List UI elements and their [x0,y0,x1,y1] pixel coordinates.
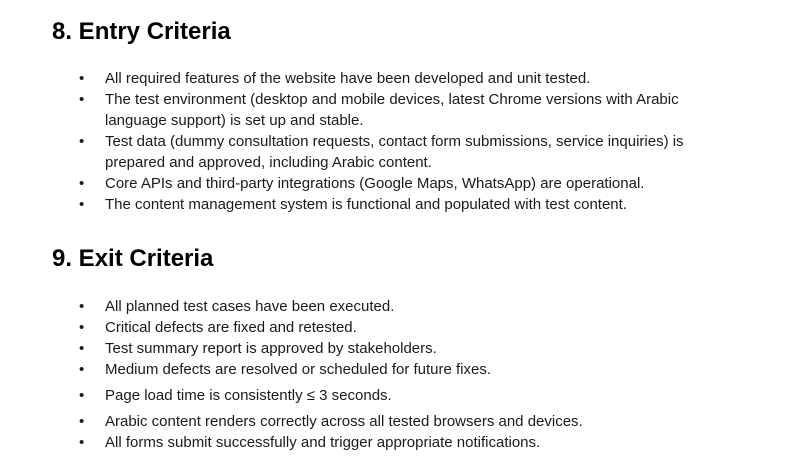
bullet-icon: • [79,319,85,336]
bullet-icon: • [79,387,85,404]
list-item [0,68,800,89]
list-item-text: All forms submit successfully and trigger appropriate notifications. [105,434,541,451]
bullet-icon: • [79,70,85,87]
bullet-icon: • [79,413,85,430]
list-item [0,338,800,359]
bullet-icon: • [79,133,85,150]
bullet-icon: • [79,361,85,378]
list-item-text: All planned test cases have been executed. [105,298,395,315]
list-item [0,432,800,453]
list-item-text: The test environment (desktop and mobile devices, latest Chrome versions with Arabic language support) is set up and stable. [105,91,679,129]
list-item [0,411,800,432]
list-item-text: All required features of the website have been developed and unit tested. [105,70,591,87]
list-item [0,89,800,131]
bullet-icon: • [79,91,85,108]
list-item [0,194,800,215]
bullet-icon: • [79,434,85,451]
section-heading-exit-criteria: 9. Exit Criteria [52,245,214,272]
list-item [0,173,800,194]
bullet-icon: • [79,298,85,315]
list-item-text: Critical defects are fixed and retested. [105,319,357,336]
list-item-text: The content management system is functional and populated with test content. [105,196,627,213]
exit-criteria-list [0,296,800,453]
list-item-text: Test summary report is approved by stakeholders. [105,340,437,357]
list-item [0,317,800,338]
list-item-text: Test data (dummy consultation requests, contact form submissions, service inquiries) is prepared and approved, including Arabic content. [105,133,684,171]
list-item-text: Page load time is consistently ≤ 3 seconds. [105,387,392,404]
list-item [0,385,800,406]
list-item-text: Core APIs and third-party integrations (Google Maps, WhatsApp) are operational. [105,175,645,192]
list-item [0,296,800,317]
list-item [0,359,800,380]
list-item [0,131,800,173]
entry-criteria-list [0,68,800,215]
bullet-icon: • [79,196,85,213]
bullet-icon: • [79,175,85,192]
list-item-text: Arabic content renders correctly across all tested browsers and devices. [105,413,583,430]
section-heading-entry-criteria: 8. Entry Criteria [52,18,231,45]
list-item-text: Medium defects are resolved or scheduled for future fixes. [105,361,492,378]
bullet-icon: • [79,340,85,357]
